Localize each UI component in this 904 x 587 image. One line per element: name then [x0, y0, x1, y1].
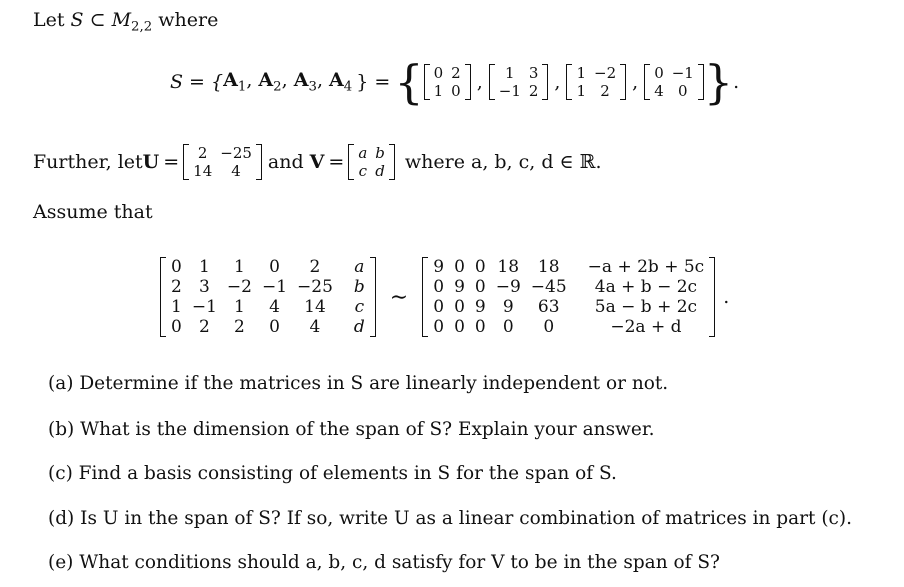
aug-left-body-cell: c	[354, 297, 365, 317]
set-matrix-1	[424, 64, 471, 100]
aug-left-body-cell: 2	[309, 257, 321, 277]
and-text: and	[267, 151, 304, 173]
set-matrix-4-cell: 0	[678, 82, 688, 100]
aug-left-body-cell: 0	[171, 257, 182, 277]
set-matrix-3-cell: 2	[600, 82, 610, 100]
U-matrix	[183, 144, 262, 180]
open-curly: {	[394, 55, 424, 109]
row-equivalent-symbol: ∼	[389, 284, 409, 310]
aug-left-body-cell: 1	[234, 257, 245, 277]
question-e: (e) What conditions should a, b, c, d satisfy for V to be in the span of S?	[48, 552, 720, 573]
A3: $A_3$,	[293, 69, 330, 95]
aug-right-body-cell: 18	[497, 257, 520, 277]
aug-right-body-cell: 0	[454, 257, 465, 277]
aug-left-body-cell: −1	[261, 277, 288, 297]
set-comma: ,	[476, 71, 483, 93]
aug-right-body-cell: −2a + d	[610, 317, 682, 337]
aug-left-body-cell: 0	[269, 257, 280, 277]
matrix-space-symbol: M	[111, 9, 132, 31]
set-matrix-4-cell: 0	[654, 64, 664, 82]
aug-right-body-cell: 9	[454, 277, 465, 297]
aug-left-body-cell: −2	[226, 277, 252, 297]
aug-left-body-cell: 1	[198, 257, 210, 277]
set-matrix-1-cell: 0	[433, 64, 444, 82]
question-b: (b) What is the dimension of the span of S? Explain your answer.	[48, 419, 655, 440]
aug-left-body-cell: 2	[234, 317, 245, 337]
V-symbol: V	[309, 151, 325, 173]
aug-right-body-cell: 63	[537, 297, 560, 317]
aug-right-body-cell: 0	[543, 317, 555, 337]
set-matrix-2-cell: 2	[528, 82, 539, 100]
set-matrix-1-cell: 1	[433, 82, 444, 100]
A1: $A_1$,	[223, 69, 259, 95]
question-a: (a) Determine if the matrices in S are linearly independent or not.	[48, 373, 669, 394]
set-symbol: S	[70, 9, 84, 31]
aug-left-body-cell: −25	[297, 277, 333, 297]
aug-left-body-cell: 0	[171, 317, 182, 337]
set-matrix-3-cell: 1	[576, 82, 587, 100]
aug-right-body-cell: −a + 2b + 5c	[587, 257, 705, 277]
set-comma: ,	[632, 71, 639, 93]
set-matrix-3-cell: 1	[576, 64, 587, 82]
set-comma: ,	[554, 71, 561, 93]
aug-left-body-cell: −1	[191, 297, 217, 317]
set-matrix-4	[644, 64, 704, 100]
intro-line	[33, 9, 218, 35]
set-matrix-1-cell: 0	[451, 82, 461, 100]
aug-right-body-cell: 0	[454, 317, 465, 337]
aug-left-body-cell: 4	[269, 297, 280, 317]
aug-right-body-cell: 0	[474, 317, 486, 337]
V-eq: =	[328, 151, 345, 173]
aug-left-body-cell: b	[353, 277, 365, 297]
set-matrix-2-cell: 3	[528, 64, 539, 82]
U-eq: =	[163, 151, 180, 173]
aug-right-body-cell: 0	[433, 317, 445, 337]
V-matrix-body-cell: a	[358, 144, 368, 162]
U-matrix-body	[183, 144, 262, 180]
aug-left-body-cell: 0	[269, 317, 280, 337]
aug-left-body-cell: 1	[171, 297, 182, 317]
aug-right-body-cell: 0	[433, 297, 445, 317]
set-matrix-3	[566, 64, 626, 100]
set-matrices	[424, 64, 704, 100]
set-rhs: } =	[356, 71, 391, 93]
V-matrix	[348, 144, 395, 180]
aug-right-body-cell: 0	[502, 317, 514, 337]
aug-right-body-cell: 5a − b + 2c	[594, 297, 698, 317]
A4: $A_4$	[329, 69, 353, 95]
aug-left-body-cell: 2	[198, 317, 210, 337]
set-matrix-2-cell: 1	[505, 64, 515, 82]
set-matrix-4-cell: −1	[671, 64, 694, 82]
set-matrix-2-cell: −1	[498, 82, 521, 100]
V-matrix-body-cell: b	[375, 144, 385, 162]
aug-left-body	[160, 257, 376, 337]
A2: $A_2$,	[258, 69, 294, 95]
aug-left-body-cell: 2	[171, 277, 182, 297]
augmented-right	[422, 257, 715, 337]
aug-right-body-cell: 0	[433, 277, 445, 297]
aug-right-body-cell: 9	[433, 257, 445, 277]
aug-left-body-cell: 4	[309, 317, 321, 337]
V-matrix-body	[348, 144, 395, 180]
set-matrix-1-cell: 2	[451, 64, 461, 82]
aug-right-body-cell: −9	[495, 277, 521, 297]
aug-right-body-cell: −45	[530, 277, 567, 297]
U-matrix-body-cell: 2	[197, 144, 208, 162]
set-matrix-4-cell: 4	[654, 82, 664, 100]
aug-left-body-cell: 14	[304, 297, 326, 317]
U-matrix-body-cell: 14	[193, 162, 213, 180]
aug-period: .	[723, 286, 730, 308]
aug-right-body-cell: 0	[474, 277, 486, 297]
aug-left-body-cell: d	[353, 317, 365, 337]
augmented-left	[160, 257, 376, 337]
question-c: (c) Find a basis consisting of elements in S for the span of S.	[48, 463, 617, 484]
set-matrix-2	[489, 64, 549, 100]
aug-left-body-cell: 1	[234, 297, 245, 317]
aug-left-body-cell: a	[354, 257, 365, 277]
U-matrix-body-cell: 4	[231, 162, 241, 180]
aug-right-body-cell: 9	[474, 297, 486, 317]
V-matrix-body-cell: d	[375, 162, 385, 180]
aug-right-body-cell: 0	[454, 297, 465, 317]
further-line	[33, 136, 602, 188]
question-d: (d) Is U in the span of S? If so, write U as a linear combination of matrices in part (c).	[48, 508, 852, 529]
further-label: Further, let	[33, 151, 143, 173]
aug-right-body-cell: 18	[537, 257, 560, 277]
matrix-space-subscript: 2,2	[131, 19, 153, 35]
aug-right-body-cell: 4a + b − 2c	[594, 277, 698, 297]
aug-right-body-cell: 0	[474, 257, 486, 277]
aug-left-body-cell: 3	[198, 277, 210, 297]
subset-symbol: ⊂	[83, 9, 112, 31]
aug-right-body	[422, 257, 715, 337]
intro-where: where	[152, 9, 219, 31]
augmented-equation	[160, 240, 729, 354]
intro-text: Let	[33, 9, 71, 31]
where-text: where a, b, c, d ∈ ℝ.	[404, 151, 602, 173]
U-matrix-body-cell: −25	[220, 144, 252, 162]
set-matrix-3-cell: −2	[594, 64, 617, 82]
V-matrix-body-cell: c	[358, 162, 367, 180]
set-definition	[170, 52, 739, 112]
close-curly: }	[703, 55, 734, 109]
aug-right-body-cell: 9	[502, 297, 514, 317]
set-period: .	[733, 71, 740, 93]
U-symbol: U	[142, 151, 160, 173]
set-lhs: S = {	[170, 71, 224, 93]
assume-text: Assume that	[33, 201, 153, 223]
